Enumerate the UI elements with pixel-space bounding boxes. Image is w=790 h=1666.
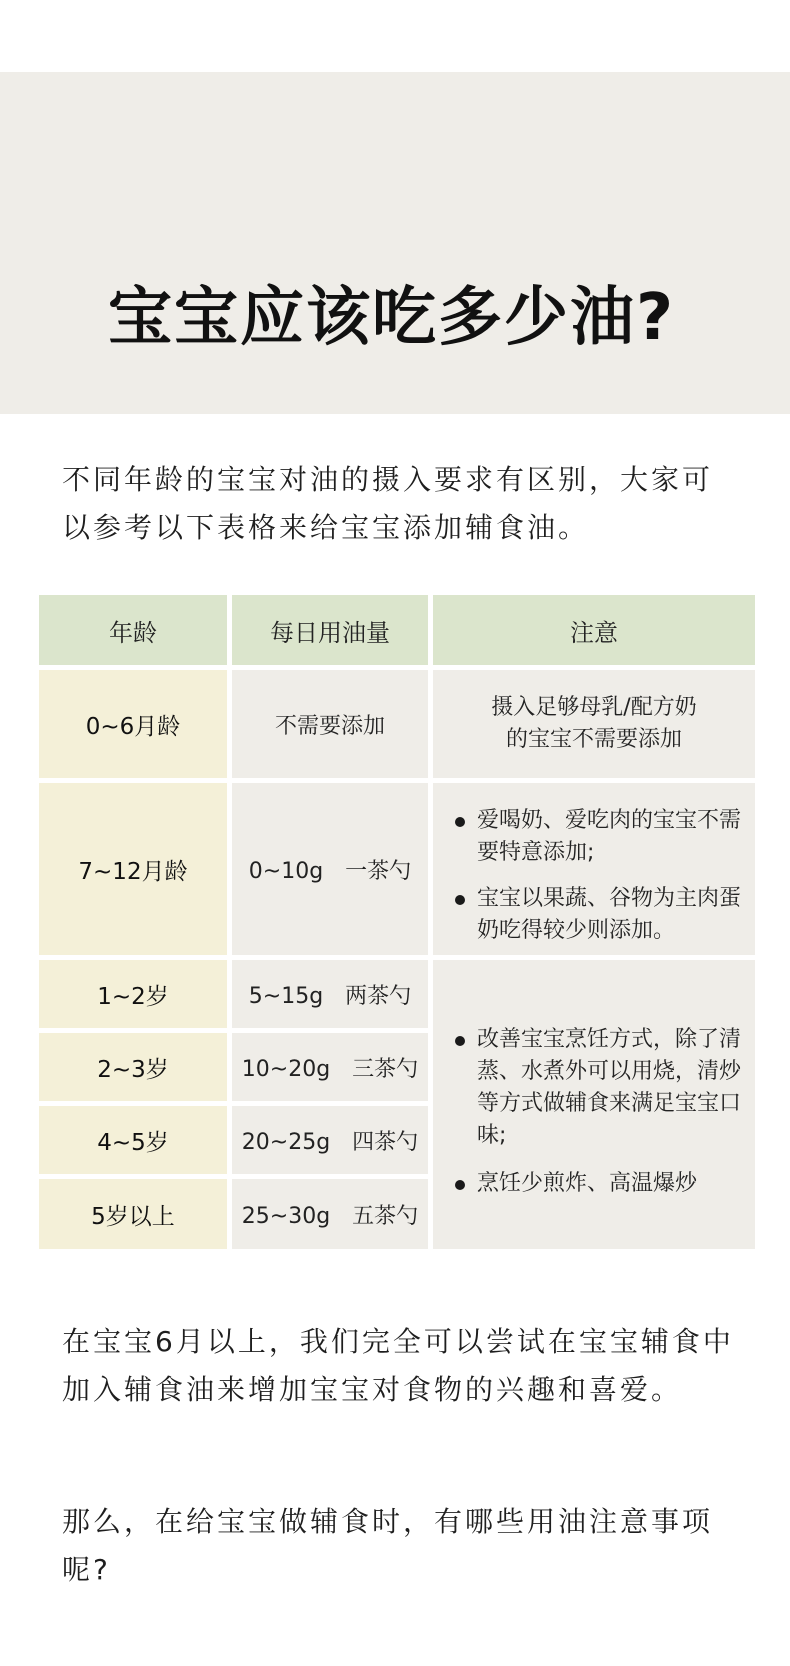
age-cell: 5岁以上: [39, 1179, 227, 1249]
note-bullet: 烹饪少煎炸、高温爆炒: [455, 1168, 697, 1200]
age-cell: 7~12月龄: [39, 783, 227, 955]
amount-cell: 不需要添加: [232, 670, 428, 778]
amount-cell: 10~20g 三茶勺: [232, 1033, 428, 1101]
amount-cell: 5~15g 两茶勺: [232, 960, 428, 1028]
note-bullet: 改善宝宝烹饪方式，除了清蒸、水煮外可以用烧，清炒等方式做辅食来满足宝宝口味;: [455, 1024, 745, 1152]
amount-cell: 25~30g 五茶勺: [232, 1179, 428, 1249]
age-cell: 2~3岁: [39, 1033, 227, 1101]
age-cell: 1~2岁: [39, 960, 227, 1028]
header-daily-amount: 每日用油量: [232, 595, 428, 665]
note-cell: [433, 960, 755, 1249]
header-notes: 注意: [433, 595, 755, 665]
oil-intake-table: [39, 595, 755, 1275]
bullet-dot-icon: [455, 1180, 465, 1190]
body-paragraph: 在宝宝6月以上，我们完全可以尝试在宝宝辅食中加入辅食油来增加宝宝对食物的兴趣和喜爱。: [62, 1325, 734, 1406]
note-bullet: 爱喝奶、爱吃肉的宝宝不需要特意添加;: [455, 805, 741, 869]
bullet-dot-icon: [455, 817, 465, 827]
page-title: 宝宝应该吃多少油?: [108, 281, 676, 355]
body-paragraph: 那么，在给宝宝做辅食时，有哪些用油注意事项呢?: [62, 1505, 714, 1586]
header-age: 年龄: [39, 595, 227, 665]
title-banner: [0, 72, 790, 414]
bullet-dot-icon: [455, 895, 465, 905]
note-line: 摄入足够母乳/配方奶: [491, 695, 697, 720]
note-cell: [433, 783, 755, 955]
age-cell: 4~5岁: [39, 1106, 227, 1174]
bullet-dot-icon: [455, 1036, 465, 1046]
note-bullet: 宝宝以果蔬、谷物为主肉蛋奶吃得较少则添加。: [455, 883, 741, 947]
amount-cell: 0~10g 一茶勺: [232, 783, 428, 955]
age-cell: 0~6月龄: [39, 670, 227, 778]
note-line: 的宝宝不需要添加: [505, 727, 682, 752]
note-cell: [433, 670, 755, 778]
amount-cell: 20~25g 四茶勺: [232, 1106, 428, 1174]
intro-paragraph: 不同年龄的宝宝对油的摄入要求有区别，大家可以参考以下表格来给宝宝添加辅食油。: [62, 463, 714, 544]
